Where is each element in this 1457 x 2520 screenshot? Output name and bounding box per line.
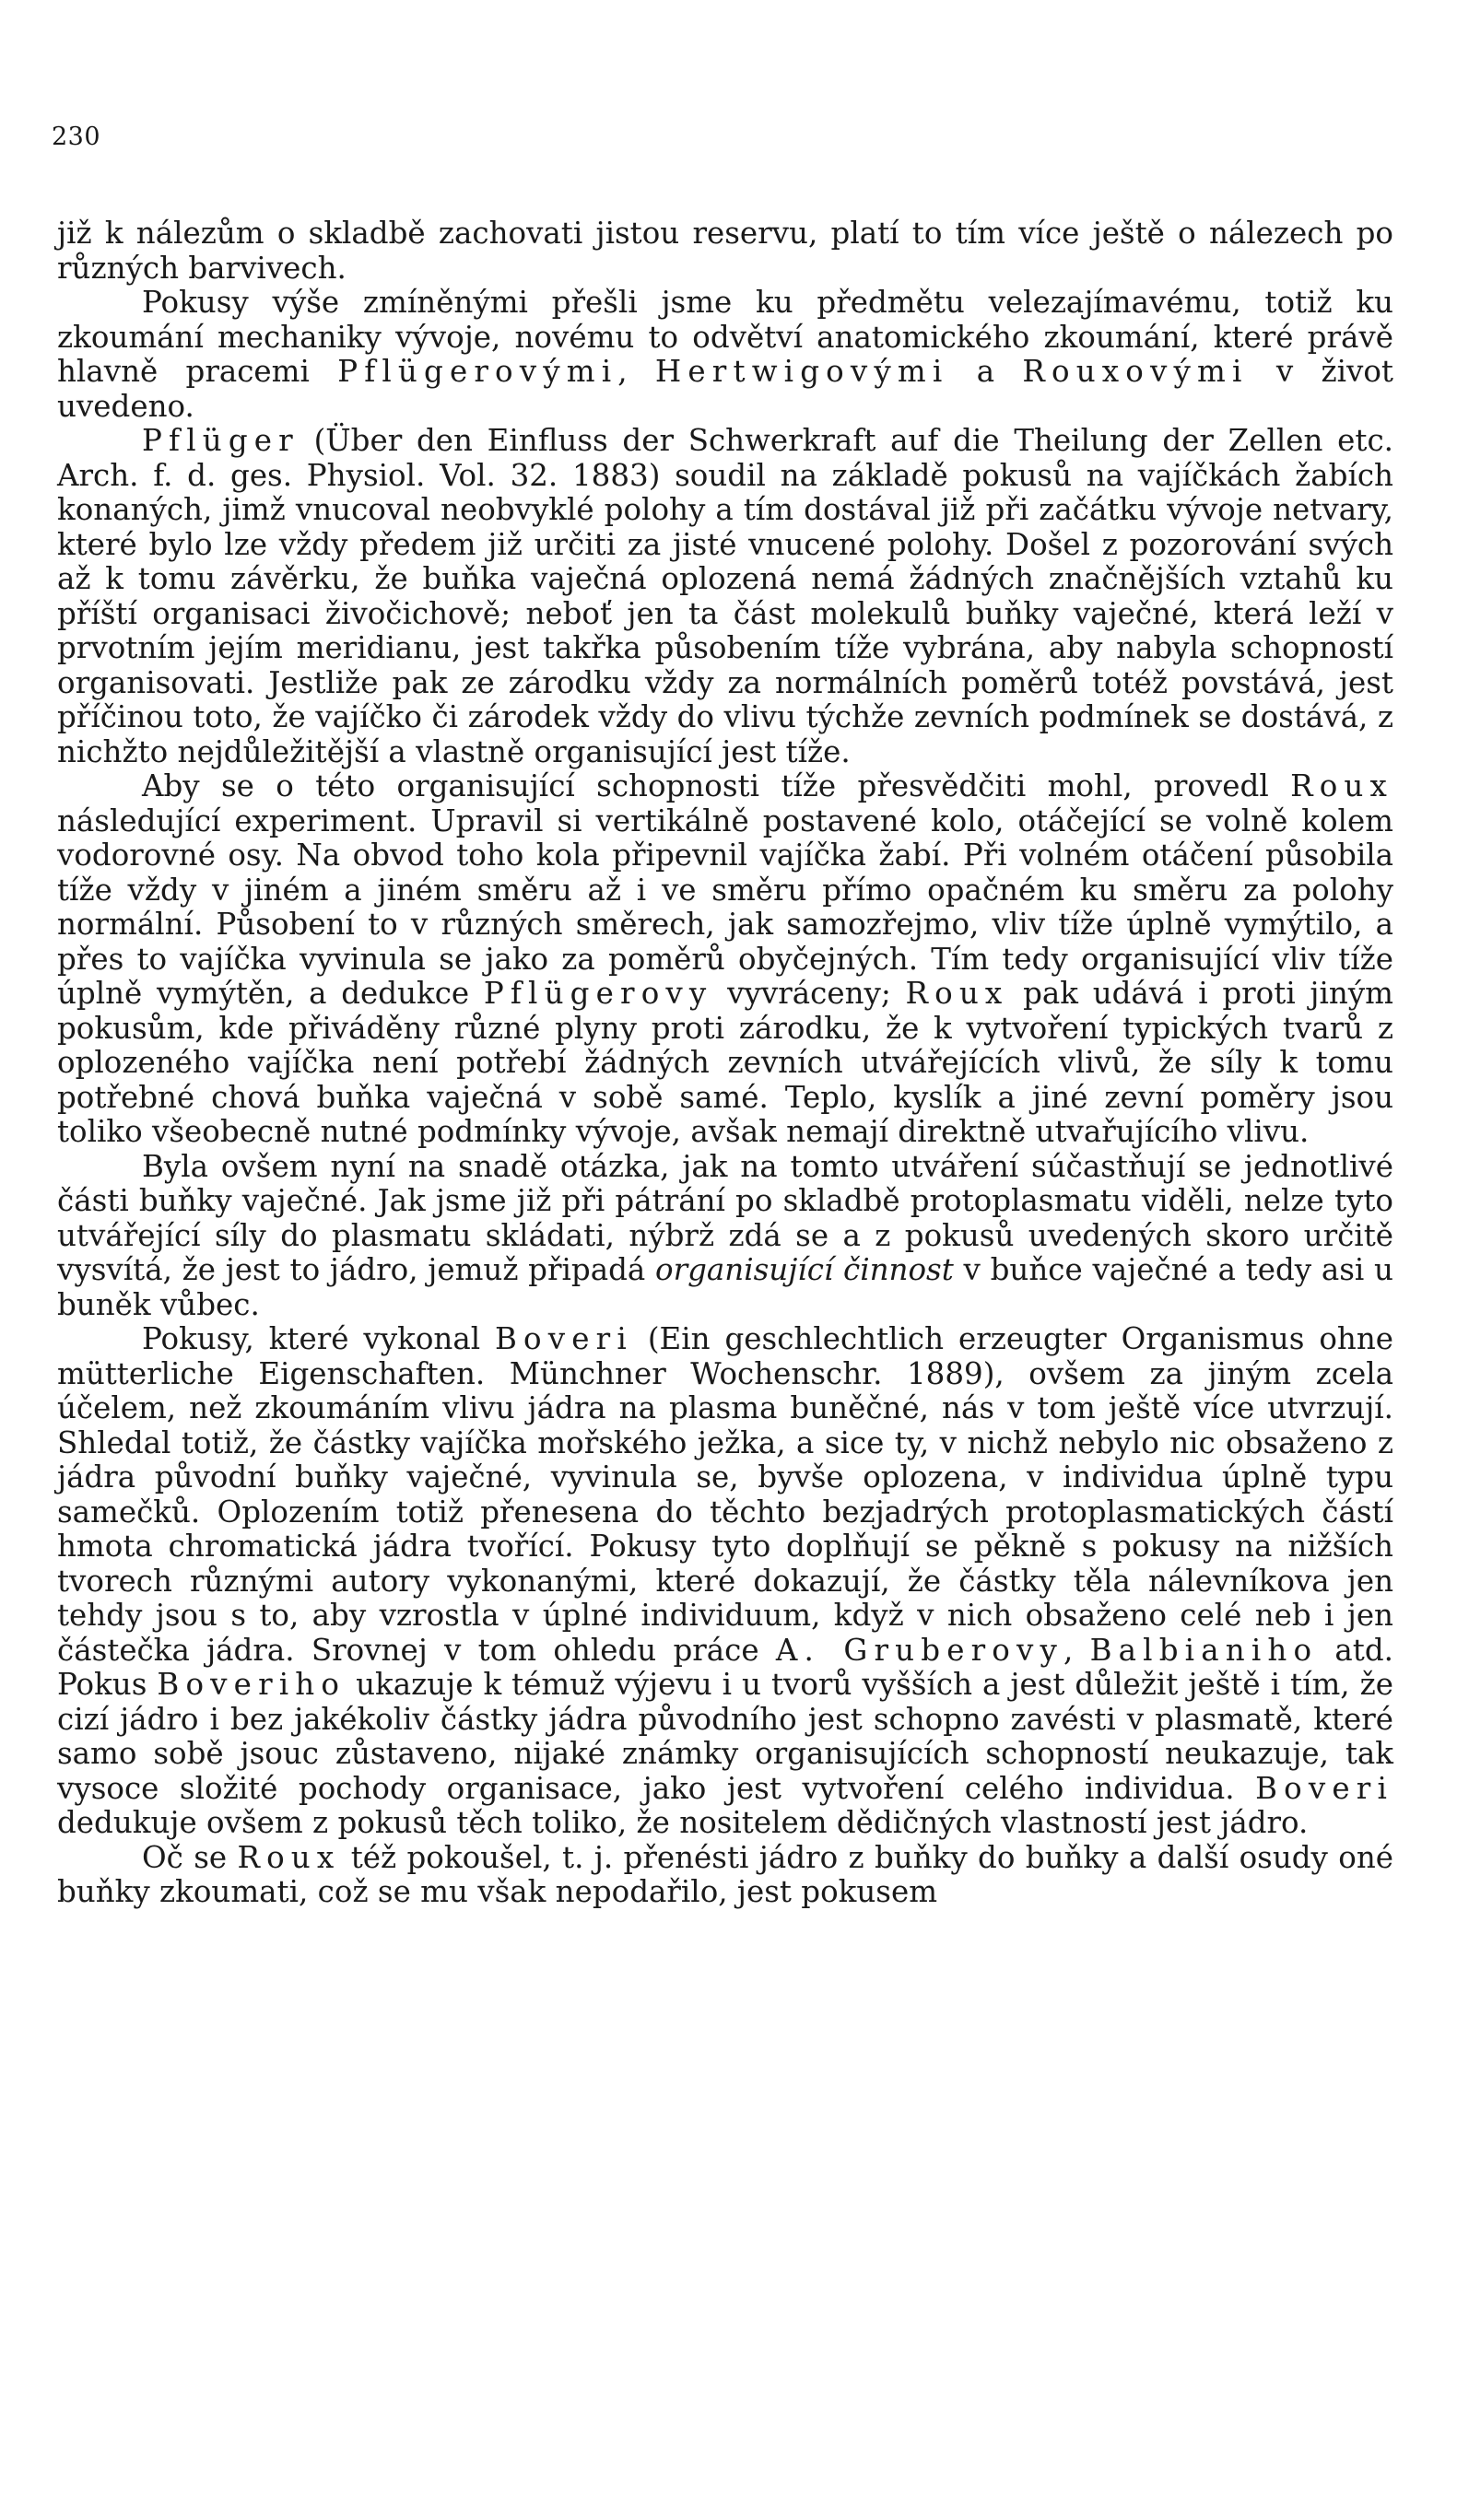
author-name: Boveri — [1255, 1770, 1393, 1806]
paragraph — [57, 217, 1393, 286]
paragraph — [57, 769, 1393, 1150]
text-run: atd. Pokus — [57, 1632, 1393, 1702]
emphasis-text: organisující činnost — [655, 1252, 954, 1287]
text-run: a — [948, 354, 1023, 389]
author-name: Pflüger — [142, 423, 300, 458]
author-name: Boveriho — [157, 1667, 347, 1702]
text-run: Pokusy, které vykonal — [142, 1321, 496, 1356]
paragraph — [57, 1841, 1393, 1910]
text-run: v buňce vaječné a tedy asi u buněk vůbec. — [57, 1252, 1393, 1322]
author-name: Roux — [905, 976, 1009, 1011]
author-name: Roux — [237, 1839, 341, 1875]
author-name: Boveri — [495, 1321, 633, 1356]
text-run: , — [1063, 1632, 1090, 1668]
text-run: Byla ovšem nyní na snadě otázka, jak na tomto utváření súčastňují se jednotlivé části buňky vaječné. Jak jsme již při pátrání po skladbě protoplasmatu viděli, nelze tyto utvářející síly do plasmatu skládati, nýbrž zdá se a z pokusů uvedených skoro určitě vysvítá, že jest to jádro, jemuž připadá — [57, 1148, 1393, 1287]
author-name: A. Gruberovy — [775, 1632, 1064, 1668]
text-run: ukazuje k témuž výjevu i u tvorů vyšších a jest důležit ještě i tím, že cizí jádro i bez jakékoliv částky jádra původního jest schopno zavésti v plasmatě, které samo sobě jsouc zůstaveno, nijaké známky organisujících schopností neukazuje, tak vysoce složité pochody organisace, jako jest vytvoření celého individua. — [57, 1667, 1393, 1806]
text-run: Pokusy výše zmíněnými přešli jsme ku předmětu velezajímavému, totiž ku zkoumání mechaniky vývoje, novému to odvětví anatomického zkoumání, které právě hlavně pracemi — [57, 285, 1393, 389]
paragraph — [57, 1150, 1393, 1323]
text-run: pak udává i proti jiným pokusům, kde přiváděny různé plyny proti zárodku, že k vytvoření typických tvarů z oplozeného vajíčka není potřebí žádných zevních utvářejících vlivů, že síly k tomu potřebné chová buňka vaječná v sobě samé. Teplo, kyslík a jiné zevní poměry jsou toliko všeobecně nutné podmínky vývoje, avšak nemají direktně utvařujícího vlivu. — [57, 976, 1393, 1149]
text-run: následující experiment. Upravil si vertikálně postavené kolo, otáčející se volně kolem vodorovné osy. Na obvod toho kola připevnil vajíčka žabí. Při volném otáčení působila tíže vždy v jiném a jiném směru až i ve směru přímo opačném ku směru za polohy normální. Působení to v různých směrech, jak samozřejmo, vliv tíže úplně vymýtilo, a přes to vajíčka vyvinula se jako za poměrů obyčejných. Tím tedy organisující vliv tíže úplně vymýtěn, a dedukce — [57, 803, 1393, 1011]
author-name: Balbianiho — [1089, 1632, 1319, 1668]
author-name: Pflügerovy — [483, 976, 713, 1011]
text-run: vyvráceny; — [712, 976, 906, 1011]
author-name: Roux — [1290, 768, 1393, 803]
body-text — [57, 217, 1393, 1910]
author-name: Rouxovými — [1022, 354, 1249, 389]
paragraph — [57, 424, 1393, 769]
text-run: též pokoušel, t. j. přenésti jádro z buňky do buňky a další osudy oné buňky zkoumati, což se mu však nepodařilo, jest pokusem — [57, 1839, 1394, 1909]
text-run: v život uvedeno. — [57, 354, 1393, 424]
page-number: 230 — [52, 123, 101, 151]
author-name: Pflügerovými — [337, 354, 618, 389]
text-run: (Ein geschlechtlich erzeugter Organismus ohne mütterliche Eigenschaften. Münchner Wochenschr. 1889), ovšem za jiným zcela účelem, než zkoumáním vlivu jádra na plasma buněčné, nás v tom ještě více utvrzují. Shledal totiž, že částky vajíčka mořského ježka, a sice ty, v nichž nebylo nic obsaženo z jádra původní buňky vaječné, vyvinula se, byvše oplozena, v individua úplně typu samečků. Oplozením totiž přenesena do těchto bezjadrých protoplasmatických částí hmota chromatická jádra tvořící. Pokusy tyto doplňují se pěkně s pokusy na nižších tvorech různými autory vykonanými, které dokazují, že částky těla nálevníkova jen tehdy jsou s to, aby vzrostla v úplné individuum, když v nich obsaženo celé neb i jen částečka jádra. Srovnej v tom ohledu práce — [57, 1321, 1393, 1668]
text-run: již k nálezům o skladbě zachovati jistou reservu, platí to tím více ještě o nálezech po různých barvivech. — [57, 216, 1393, 286]
text-run: Oč se — [142, 1839, 238, 1875]
text-run: (Über den Einfluss der Schwerkraft auf die Theilung der Zellen etc. Arch. f. d. ges. Physiol. Vol. 32. 1883) soudil na základě pokusů na vajíčkách žabích konaných, jimž vnucoval neobvyklé polohy a tím dostával již při začátku vývoje netvary, které bylo lze vždy předem již určiti za jisté vnucené polohy. Došel z pozorování svých až k tomu závěrku, že buňka vaječná oplozená nemá žádných značnějších vztahů ku příští organisaci živočichově; neboť jen ta část molekulů buňky vaječné, která leží v prvotním jejím meridianu, jest takřka působením tíže vybrána, aby nabyla schopností organisovati. Jestliže pak ze zárodku vždy za normálních poměrů totéž povstává, jest příčinou toto, že vajíčko či zárodek vždy do vlivu týchže zevních podmínek se dostává, z nichžto nejdůležitější a vlastně organisující jest tíže. — [57, 423, 1393, 769]
paragraph — [57, 286, 1393, 424]
author-name: Hertwigovými — [654, 354, 949, 389]
paragraph — [57, 1322, 1393, 1841]
text-run: Aby se o této organisující schopnosti tíže přesvědčiti mohl, provedl — [142, 768, 1291, 803]
text-run: dedukuje ovšem z pokusů těch toliko, že nositelem dědičných vlastností jest jádro. — [57, 1805, 1309, 1840]
text-run: , — [617, 354, 655, 389]
